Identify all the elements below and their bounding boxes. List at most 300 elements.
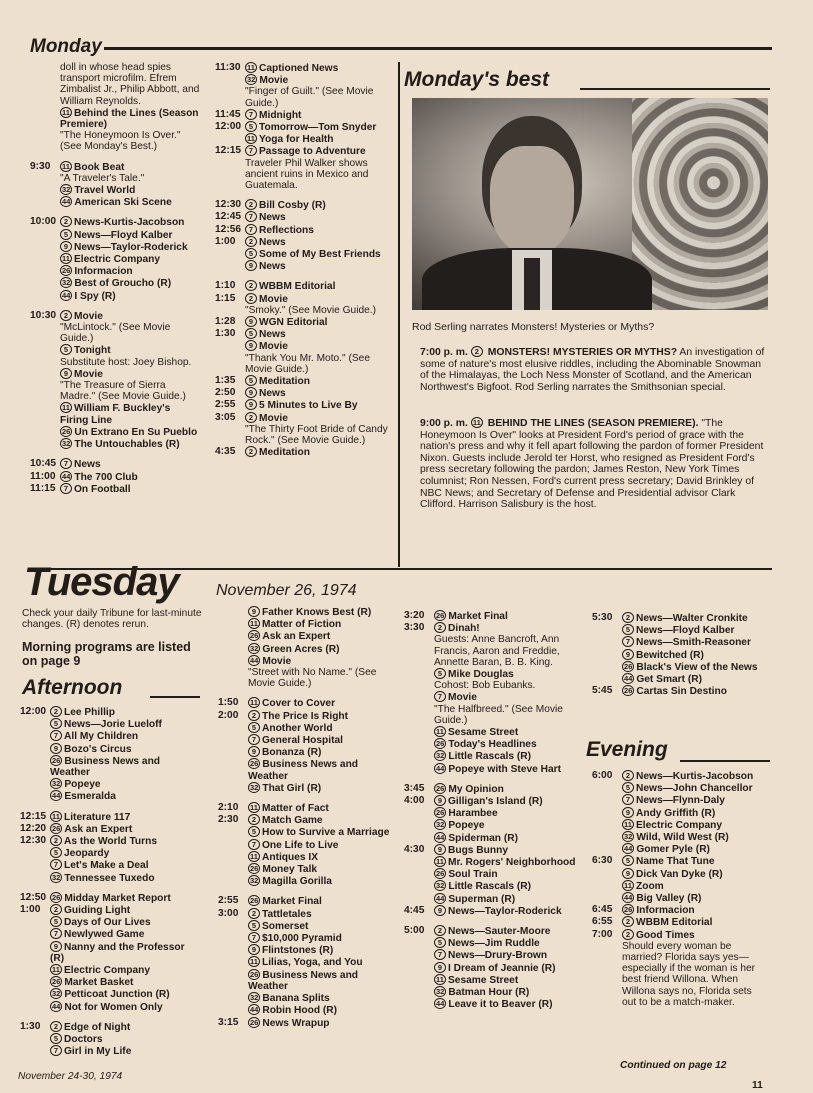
schedule-row: [20, 811, 200, 823]
channel-badge: 11: [245, 62, 257, 73]
program-line: [245, 133, 395, 145]
program-line: [434, 622, 579, 634]
schedule-row: [215, 375, 395, 387]
program-title: Nanny and the Professor (R): [50, 941, 185, 964]
program-title: News: [259, 236, 286, 248]
program-title: General Hospital: [262, 735, 343, 747]
schedule-row: [592, 916, 768, 928]
program-title: Matter of Fiction: [262, 619, 342, 631]
channel-badge: 9: [248, 606, 260, 617]
program-line: [60, 161, 200, 173]
schedule-row: [215, 211, 395, 223]
program-title: Petticoat Junction (R): [64, 989, 170, 1001]
channel-badge: 44: [436, 832, 445, 842]
tuesday-col-3: [404, 610, 579, 1011]
time-slot: 2:55: [218, 895, 239, 907]
schedule-row: [592, 929, 768, 1008]
time-slot: 11:15: [30, 482, 56, 494]
best-heading-rule: [580, 88, 770, 90]
program-title: Electric Company: [64, 965, 151, 977]
program-title: As the World Turns: [64, 836, 158, 848]
channel-badge: 5: [245, 328, 257, 339]
program-line: [50, 928, 200, 940]
program-title: News: [259, 212, 286, 224]
channel-badge: 44: [62, 471, 71, 481]
program-line: [622, 624, 768, 636]
program-line: [622, 941, 768, 1008]
program-line: [248, 944, 392, 956]
program-title: News: [259, 388, 286, 400]
program-title: The Price Is Right: [262, 710, 349, 722]
continued-note: Continued on page 12: [620, 1060, 727, 1071]
program-title: Business News and Weather: [50, 755, 161, 779]
channel-badge: 5: [622, 855, 634, 866]
program-title: Market Final: [448, 611, 508, 622]
channel-badge: 44: [62, 197, 71, 207]
program-title: Electric Company: [636, 819, 723, 831]
time-slot: [30, 62, 60, 107]
channel-badge: 32: [436, 751, 445, 761]
time-slot: 7:00: [592, 928, 613, 940]
channel-badge: 5: [60, 229, 72, 240]
program-line: [50, 941, 200, 964]
program-line: [50, 778, 200, 790]
schedule-row: [215, 236, 395, 273]
schedule-row: [20, 1021, 200, 1058]
program-line: [50, 892, 200, 904]
program-line: [248, 667, 392, 689]
schedule-row: [20, 823, 200, 835]
tuesday-col-2: [218, 606, 392, 1029]
program-title: Get Smart (R): [636, 674, 703, 686]
program-title: Bonanza (R): [262, 747, 322, 759]
channel-badge: 5: [622, 624, 634, 635]
channel-badge: 5: [50, 718, 62, 729]
program-title: Mike Douglas: [448, 669, 514, 681]
channel-badge: 7: [622, 794, 634, 805]
program-description: Should every woman be married? Florida says yes—especially if the woman is her best friend Willona. When Willona says no, Florida sets out to be a match-maker.: [622, 940, 756, 1008]
time-slot: 2:30: [218, 814, 239, 826]
program-title: Tennessee Tuxedo: [64, 872, 155, 884]
monday-rule: [104, 47, 772, 50]
program-title: Movie: [448, 692, 477, 704]
time-slot: 12:30: [20, 835, 47, 847]
channel-badge: 5: [50, 847, 62, 858]
program-line: [434, 880, 579, 892]
channel-badge: 26: [250, 896, 259, 906]
schedule-row: [218, 802, 392, 814]
program-line: [622, 782, 768, 794]
channel-badge: 26: [436, 783, 445, 793]
time-slot: 10:00: [30, 216, 57, 228]
channel-badge: 11: [50, 811, 62, 822]
program-title: Cartas Sin Destino: [636, 686, 727, 698]
schedule-row: [592, 685, 768, 697]
program-title: 5 Minutes to Live By: [259, 400, 358, 412]
program-line: [50, 823, 200, 835]
channel-badge: 9: [50, 743, 62, 754]
program-title: The 700 Club: [74, 471, 138, 483]
program-line: [245, 328, 395, 340]
channel-badge: 26: [250, 1017, 259, 1027]
channel-badge: 32: [62, 185, 71, 195]
program-line: [434, 925, 579, 937]
program-line: [434, 856, 579, 868]
time-slot: 11:00: [30, 470, 56, 482]
channel-badge: 11: [245, 133, 257, 144]
footer-dates: November 24-30, 1974: [18, 1071, 123, 1082]
channel-badge: 2: [50, 706, 62, 717]
program-title: Not for Women Only: [64, 1001, 163, 1013]
time-slot: 1:00: [20, 904, 41, 916]
program-line: [622, 649, 768, 661]
best-time: 9:00 p. m.: [420, 418, 468, 429]
time-slot: [30, 107, 60, 153]
program-title: Antiques IX: [262, 851, 319, 863]
channel-badge: 44: [250, 655, 259, 665]
best-title: MONSTERS! MYSTERIES OR MYTHS?: [487, 347, 678, 358]
schedule-row: [30, 62, 200, 107]
program-title: On Football: [74, 483, 131, 495]
schedule-row: [215, 62, 395, 109]
channel-badge: 44: [624, 844, 633, 854]
schedule-row: [215, 224, 395, 236]
program-title: Match Game: [262, 815, 323, 827]
time-slot: 6:30: [592, 855, 613, 867]
program-title: I Spy (R): [74, 290, 116, 302]
program-line: [50, 835, 200, 847]
program-title: All My Children: [64, 731, 139, 743]
program-line: [50, 847, 200, 859]
channel-badge: 26: [52, 823, 61, 833]
program-title: Flintstones (R): [262, 945, 334, 957]
channel-badge: 7: [60, 483, 72, 494]
channel-badge: 32: [436, 987, 445, 997]
program-title: Best of Groucho (R): [74, 278, 172, 290]
channel-badge: 9: [622, 807, 634, 818]
channel-badge: 9: [245, 260, 257, 271]
tuesday-col-4b: [592, 770, 768, 1008]
program-title: Meditation: [259, 447, 310, 459]
channel-badge: 2: [248, 710, 260, 721]
program-line: [60, 471, 200, 483]
program-title: News—Walter Cronkite: [636, 613, 748, 624]
program-title: Batman Hour (R): [448, 987, 530, 999]
rod-serling-photo: [412, 98, 768, 310]
spacer: [20, 884, 200, 892]
time-slot: 6:55: [592, 916, 613, 928]
channel-badge: 26: [62, 426, 71, 436]
channel-badge: 44: [52, 1001, 61, 1011]
channel-badge: 44: [250, 1005, 259, 1015]
program-title: News Wrapup: [262, 1017, 330, 1029]
program-title: Literature 117: [64, 811, 131, 823]
program-description: "The Halfbreed." (See Movie Guide.): [434, 703, 563, 726]
channel-badge: 26: [436, 611, 445, 620]
program-line: [60, 107, 200, 130]
schedule-row: [404, 905, 579, 917]
program-line: [60, 130, 200, 152]
time-slot: 2:50: [215, 387, 236, 399]
program-line: [50, 872, 200, 884]
channel-badge: 26: [250, 969, 259, 979]
program-line: [60, 357, 200, 368]
program-title: Captioned News: [259, 63, 339, 74]
schedule-row: [215, 109, 395, 121]
program-title: Ask an Expert: [64, 823, 133, 835]
program-line: [434, 795, 579, 807]
channel-badge: 26: [250, 631, 259, 641]
time-slot: 10:30: [30, 309, 57, 321]
program-line: [434, 998, 579, 1010]
program-line: [434, 962, 579, 974]
channel-badge: 32: [436, 881, 445, 891]
program-line: [60, 483, 200, 495]
channel-badge: 11: [60, 253, 72, 264]
time-slot: 1:28: [215, 316, 236, 328]
program-title: Tonight: [74, 345, 111, 357]
program-description: doll in whose head spies transport microfilm. Efrem Zimbalist Jr., Philip Abbott, and William Reynolds.: [60, 62, 200, 107]
monday-col-2: [215, 62, 395, 459]
program-title: Electric Company: [74, 254, 161, 266]
page-number: 11: [752, 1080, 763, 1091]
program-line: [434, 763, 579, 775]
channel-badge: 5: [245, 248, 257, 259]
program-line: [245, 280, 395, 292]
channel-badge: 2: [60, 216, 72, 227]
program-description: "Finger of Guilt." (See Movie Guide.): [245, 86, 374, 109]
channel-badge: 9: [434, 905, 446, 916]
program-title: News—Jorie Lueloff: [64, 719, 162, 731]
program-line: [622, 904, 768, 916]
program-line: [50, 976, 200, 988]
channel-badge: 9: [622, 868, 634, 879]
time-slot: 12:00: [20, 706, 47, 717]
program-line: [248, 826, 392, 838]
program-line: [245, 121, 395, 133]
program-title: Zoom: [636, 880, 664, 892]
program-line: [245, 399, 395, 411]
channel-badge: 2: [245, 412, 257, 423]
program-title: Esmeralda: [64, 791, 116, 803]
channel-badge: 9: [60, 368, 72, 379]
program-title: Little Rascals (R): [448, 881, 531, 893]
program-line: [248, 908, 392, 920]
program-title: The Untouchables (R): [74, 439, 180, 451]
program-title: Gomer Pyle (R): [636, 844, 710, 856]
program-line: [622, 843, 768, 855]
channel-badge: 2: [434, 622, 446, 633]
program-line: [434, 680, 579, 691]
channel-badge: 2: [622, 916, 634, 927]
program-title: William F. Buckley's Firing Line: [60, 403, 171, 426]
program-title: Somerset: [262, 920, 309, 932]
channel-badge: 2: [245, 293, 257, 304]
program-line: [245, 109, 395, 121]
afternoon-heading: Afternoon: [22, 676, 123, 699]
program-line: [434, 610, 579, 622]
program-line: [60, 402, 200, 425]
schedule-row: [20, 904, 200, 1013]
schedule-row: [30, 161, 200, 209]
program-description: "A Traveler's Tale.": [60, 172, 145, 184]
channel-badge: 5: [622, 782, 634, 793]
channel-badge: 9: [622, 649, 634, 660]
best-title: BEHIND THE LINES (SEASON PREMIERE).: [487, 418, 699, 429]
program-title: Days of Our Lives: [64, 917, 151, 929]
spacer: [404, 775, 579, 783]
program-title: Bozo's Circus: [64, 743, 132, 755]
channel-badge: 7: [245, 145, 257, 156]
program-line: [60, 62, 200, 107]
program-line: [434, 986, 579, 998]
program-title: Market Final: [262, 896, 322, 908]
program-line: [622, 855, 768, 867]
spacer: [30, 450, 200, 458]
program-title: Mr. Rogers' Neighborhood: [448, 857, 576, 869]
program-line: [248, 895, 392, 907]
program-line: [434, 807, 579, 819]
program-line: [434, 691, 579, 703]
channel-badge: 44: [436, 893, 445, 903]
channel-badge: 32: [250, 782, 259, 792]
program-title: American Ski Scene: [74, 197, 172, 209]
program-line: [60, 290, 200, 302]
program-line: [622, 819, 768, 831]
channel-badge: 2: [50, 835, 62, 846]
program-title: Tattletales: [262, 908, 312, 920]
channel-badge: 7: [50, 730, 62, 741]
program-line: [434, 750, 579, 762]
time-slot: 11:30: [215, 62, 241, 73]
program-title: Let's Make a Deal: [64, 860, 149, 872]
time-slot: 12:20: [20, 822, 47, 834]
spacer: [215, 272, 395, 280]
channel-badge: 7: [622, 636, 634, 647]
program-title: Banana Splits: [262, 993, 330, 1005]
schedule-row: [215, 399, 395, 411]
program-title: News-Kurtis-Jacobson: [74, 217, 185, 229]
program-line: [248, 851, 392, 863]
program-title: Sesame Street: [448, 727, 519, 739]
program-title: One Life to Live: [262, 839, 339, 851]
program-title: News—Floyd Kalber: [74, 229, 173, 241]
program-title: Market Basket: [64, 977, 134, 989]
program-line: [60, 241, 200, 253]
program-line: [248, 992, 392, 1004]
schedule-row: [218, 895, 392, 907]
channel-badge: 9: [245, 316, 257, 327]
channel-badge: 9: [245, 399, 257, 410]
program-line: [245, 340, 395, 352]
program-title: Lee Phillip: [64, 707, 115, 718]
best-entry-2: [420, 417, 770, 511]
time-slot: 1:15: [215, 292, 236, 304]
program-line: [622, 770, 768, 782]
best-heading: Monday's best: [404, 68, 550, 91]
program-title: Bill Cosby (R): [259, 200, 326, 212]
best-description: "The Honeymoon Is Over" looks at President Ford's period of grace with the nation's press and why it fell apart following the pardon of former President Nixon. Guests include Jerold ter Horst, who resigned as President Ford's press secretary following the pardon; James Reston, New York Times columnist; Ron Nessen, Ford's current press secretary; David Brinkley of NBC News; and Secretary of Defense and Presidential advisor Clark Clifford. Harrison Salisbury is the host.: [420, 418, 764, 511]
program-line: [622, 794, 768, 806]
spacer: [215, 191, 395, 199]
channel-badge: 11: [434, 974, 446, 985]
program-title: Some of My Best Friends: [259, 249, 381, 261]
program-line: [50, 790, 200, 802]
program-title: Travel World: [74, 185, 136, 197]
program-title: Money Talk: [262, 864, 318, 876]
program-title: Popeye: [448, 820, 485, 832]
channel-badge: 7: [248, 734, 260, 745]
program-title: Sesame Street: [448, 974, 519, 986]
schedule-row: [218, 1017, 392, 1029]
program-line: [50, 964, 200, 976]
program-line: [434, 893, 579, 905]
channel-badge: 32: [436, 820, 445, 830]
channel-badge: 11: [60, 107, 72, 118]
program-line: [50, 743, 200, 755]
schedule-row: [30, 107, 200, 153]
program-line: [50, 730, 200, 742]
channel-badge: 11: [248, 956, 260, 967]
program-line: [50, 916, 200, 928]
program-line: [248, 956, 392, 968]
channel-badge: 11: [622, 880, 634, 891]
program-title: Movie: [259, 412, 288, 424]
program-description: Substitute host: Joey Bishop.: [60, 356, 192, 368]
program-line: [245, 248, 395, 260]
time-slot: 1:35: [215, 375, 236, 387]
schedule-row: [404, 622, 579, 775]
program-line: [60, 277, 200, 289]
program-line: [245, 62, 395, 74]
spacer: [218, 794, 392, 802]
program-line: [434, 974, 579, 986]
program-line: [60, 322, 200, 344]
program-line: [622, 868, 768, 880]
schedule-row: [218, 908, 392, 1017]
program-title: News—Flynn-Daly: [636, 795, 725, 807]
program-title: Guiding Light: [64, 905, 131, 917]
spacer: [20, 803, 200, 811]
program-line: [60, 310, 200, 322]
program-title: Gilligan's Island (R): [448, 796, 543, 808]
program-line: [60, 380, 200, 402]
program-title: Father Knows Best (R): [262, 607, 372, 618]
channel-badge: 26: [52, 892, 61, 902]
channel-badge: 11: [248, 851, 260, 862]
program-line: [245, 224, 395, 236]
program-title: News—John Chancellor: [636, 783, 753, 795]
program-title: Reflections: [259, 224, 314, 236]
channel-badge: 9: [50, 941, 62, 952]
program-line: [622, 892, 768, 904]
schedule-row: [215, 387, 395, 399]
program-title: News: [259, 329, 286, 341]
time-slot: 1:10: [215, 280, 236, 292]
program-line: [60, 368, 200, 380]
program-line: [50, 904, 200, 916]
channel-badge: 5: [434, 668, 446, 679]
time-slot: 2:10: [218, 802, 239, 814]
channel-badge: 2: [622, 770, 634, 781]
program-title: Bugs Bunny: [448, 844, 508, 856]
program-title: Green Acres (R): [262, 643, 340, 655]
program-title: Movie: [259, 75, 289, 87]
program-line: [434, 905, 579, 917]
channel-badge: 5: [245, 121, 257, 132]
program-description: "The Treasure of Sierra Madre." (See Movie Guide.): [60, 380, 186, 403]
channel-badge: 5: [60, 344, 72, 355]
